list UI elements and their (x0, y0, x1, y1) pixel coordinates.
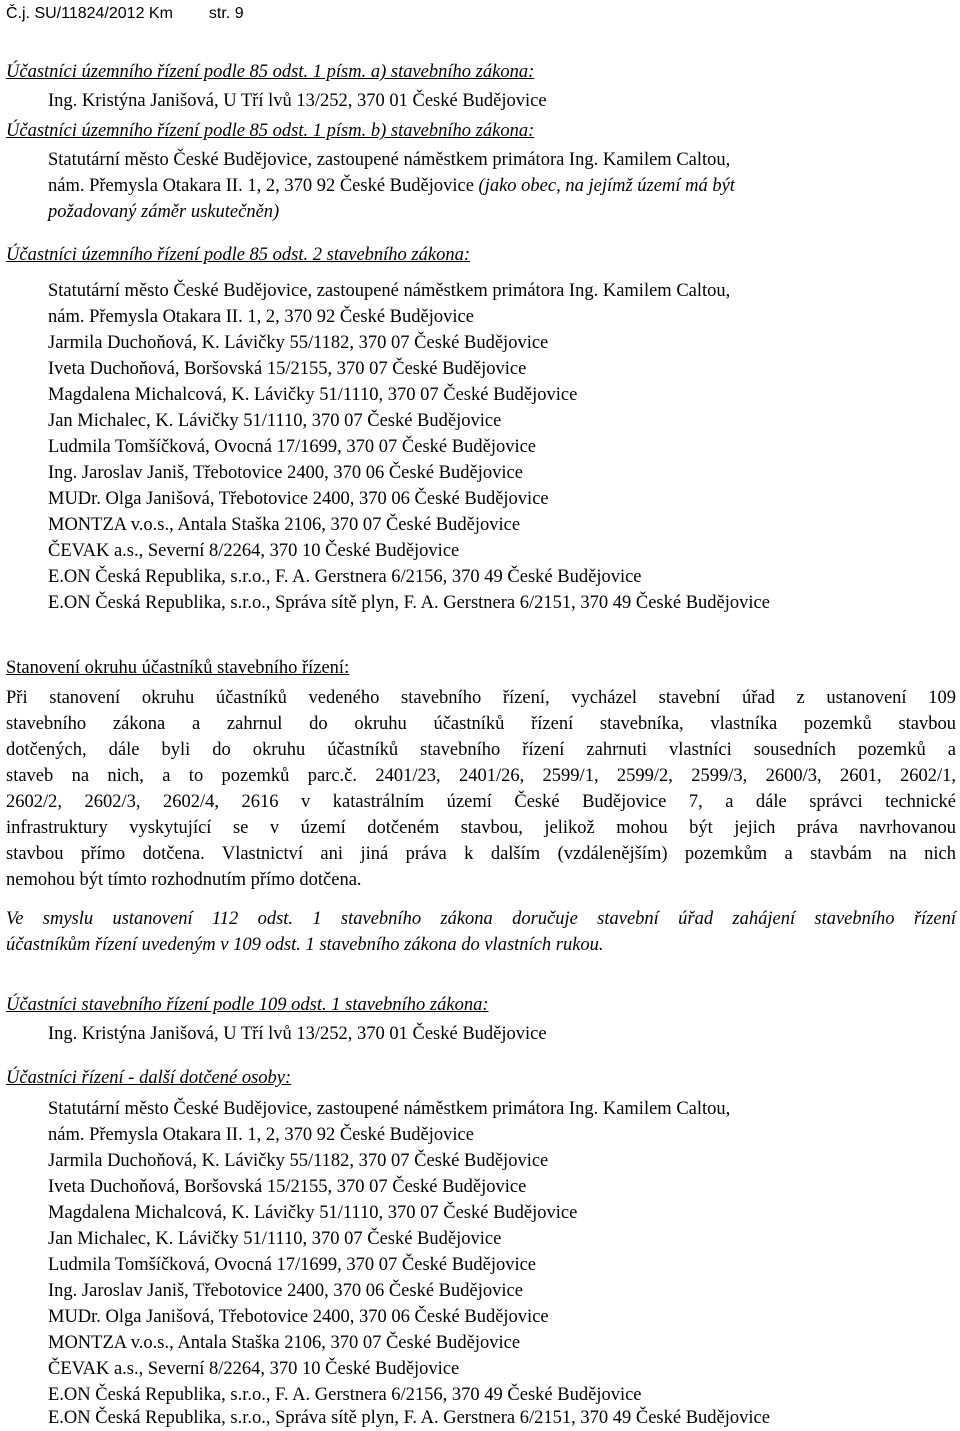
participant-line: Iveta Duchoňová, Boršovská 15/2155, 370 07 České Budějovice (48, 1177, 527, 1197)
participant-line: Ludmila Tomšíčková, Ovocná 17/1699, 370 07 České Budějovice (48, 437, 537, 457)
participant-note: (jako obec, na jejímž území má být (473, 176, 735, 196)
participant-line: MUDr. Olga Janišová, Třebotovice 2400, 370 06 České Budějovice (48, 1307, 549, 1327)
paragraph-line: infrastruktury vyskytující se v území dotčeném stavbou, jelikož mohou být jejich práva navrhovanou (6, 818, 956, 838)
participant-line: Ing. Kristýna Janišová, U Tří lvů 13/252, 370 01 České Budějovice (48, 91, 547, 111)
participant-line: Magdalena Michalcová, K. Lávičky 51/1110, 370 07 České Budějovice (48, 1203, 578, 1223)
participant-line: Ing. Jaroslav Janiš, Třebotovice 2400, 370 06 České Budějovice (48, 1281, 523, 1301)
determination-paragraph (6, 685, 956, 893)
page-number: str. 9 (208, 5, 244, 22)
participant-note-continued: požadovaný záměr uskutečněn) (48, 202, 280, 222)
participant-line: Iveta Duchoňová, Boršovská 15/2155, 370 07 České Budějovice (48, 359, 527, 379)
participant-line: nám. Přemysla Otakara II. 1, 2, 370 92 České Budějovice (48, 307, 474, 327)
paragraph-line: účastníkům řízení uvedeným v 109 odst. 1 stavebního zákona do vlastních rukou. (6, 935, 604, 955)
participant-line: E.ON Česká Republika, s.r.o., F. A. Gerstnera 6/2156, 370 49 České Budějovice (48, 567, 642, 587)
heading-participants-109-1: Účastníci stavebního řízení podle 109 odst. 1 stavebního zákona: (6, 995, 489, 1015)
participant-line: Jan Michalec, K. Lávičky 51/1110, 370 07 České Budějovice (48, 411, 502, 431)
participant-line: nám. Přemysla Otakara II. 1, 2, 370 92 České Budějovice (48, 1125, 474, 1145)
heading-participants-85-1a: Účastníci územního řízení podle 85 odst. 1 písm. a) stavebního zákona: (6, 62, 535, 82)
participant-address: nám. Přemysla Otakara II. 1, 2, 370 92 České Budějovice (48, 176, 474, 196)
paragraph-line: stavbou přímo dotčena. Vlastnictví ani jiná práva k dalším (vzdálenějším) pozemkům a stavbám na nich (6, 844, 956, 864)
participant-line: E.ON Česká Republika, s.r.o., Správa sítě plyn, F. A. Gerstnera 6/2151, 370 49 České Budějovice (48, 1408, 770, 1428)
participant-line: Jarmila Duchoňová, K. Lávičky 55/1182, 370 07 České Budějovice (48, 333, 549, 353)
participant-line: Statutární město České Budějovice, zastoupené náměstkem primátora Ing. Kamilem Caltou, (48, 281, 731, 301)
participant-line: ČEVAK a.s., Severní 8/2264, 370 10 České Budějovice (48, 1359, 460, 1379)
participant-line: Ing. Kristýna Janišová, U Tří lvů 13/252, 370 01 České Budějovice (48, 1024, 547, 1044)
participant-line: Ing. Jaroslav Janiš, Třebotovice 2400, 370 06 České Budějovice (48, 463, 523, 483)
paragraph-line: stavebního zákona a zahrnul do okruhu účastníků řízení stavebníka, vlastníka pozemků stavbou (6, 714, 956, 734)
heading-determination: Stanovení okruhu účastníků stavebního řízení: (6, 658, 350, 678)
participant-line (48, 173, 735, 199)
paragraph-line: staveb na nich, a to pozemků parc.č. 2401/23, 2401/26, 2599/1, 2599/2, 2599/3, 2600/3, 2601, 2602/1, (6, 766, 956, 786)
heading-participants-85-1b: Účastníci územního řízení podle 85 odst. 1 písm. b) stavebního zákona: (6, 121, 535, 141)
paragraph-line: Ve smyslu ustanovení 112 odst. 1 stavebního zákona doručuje stavební úřad zahájení stavebního řízení (6, 909, 956, 929)
participant-line: MUDr. Olga Janišová, Třebotovice 2400, 370 06 České Budějovice (48, 489, 549, 509)
page-header (6, 4, 244, 24)
participant-line: Ludmila Tomšíčková, Ovocná 17/1699, 370 07 České Budějovice (48, 1255, 537, 1275)
delivery-paragraph (6, 906, 956, 958)
participant-line: E.ON Česká Republika, s.r.o., F. A. Gerstnera 6/2156, 370 49 České Budějovice (48, 1385, 642, 1405)
paragraph-line: dotčených, dále byli do okruhu účastníků stavebního řízení zahrnuti vlastníci sousedních pozemků a (6, 740, 956, 760)
participant-line: Jan Michalec, K. Lávičky 51/1110, 370 07 České Budějovice (48, 1229, 502, 1249)
participant-line: MONTZA v.o.s., Antala Staška 2106, 370 07 České Budějovice (48, 515, 521, 535)
participant-line: MONTZA v.o.s., Antala Staška 2106, 370 07 České Budějovice (48, 1333, 521, 1353)
participant-line: Statutární město České Budějovice, zastoupené náměstkem primátora Ing. Kamilem Caltou, (48, 1099, 731, 1119)
heading-other-affected-persons: Účastníci řízení - další dotčené osoby: (6, 1068, 292, 1088)
paragraph-line: nemohou být tímto rozhodnutím přímo dotčena. (6, 870, 362, 890)
participant-line: Jarmila Duchoňová, K. Lávičky 55/1182, 370 07 České Budějovice (48, 1151, 549, 1171)
participant-line: Magdalena Michalcová, K. Lávičky 51/1110, 370 07 České Budějovice (48, 385, 578, 405)
document-reference: Č.j. SU/11824/2012 Km (6, 5, 173, 22)
paragraph-line: 2602/2, 2602/3, 2602/4, 2616 v katastrálním území České Budějovice 7, a dále správci technické (6, 792, 956, 812)
paragraph-line: Při stanovení okruhu účastníků vedeného stavebního řízení, vycházel stavební úřad z ustanovení 109 (6, 688, 956, 708)
participant-line: E.ON Česká Republika, s.r.o., Správa sítě plyn, F. A. Gerstnera 6/2151, 370 49 České Budějovice (48, 593, 770, 613)
participant-line: Statutární město České Budějovice, zastoupené náměstkem primátora Ing. Kamilem Caltou, (48, 150, 731, 170)
participant-line: ČEVAK a.s., Severní 8/2264, 370 10 České Budějovice (48, 541, 460, 561)
heading-participants-85-2: Účastníci územního řízení podle 85 odst. 2 stavebního zákona: (6, 245, 470, 265)
